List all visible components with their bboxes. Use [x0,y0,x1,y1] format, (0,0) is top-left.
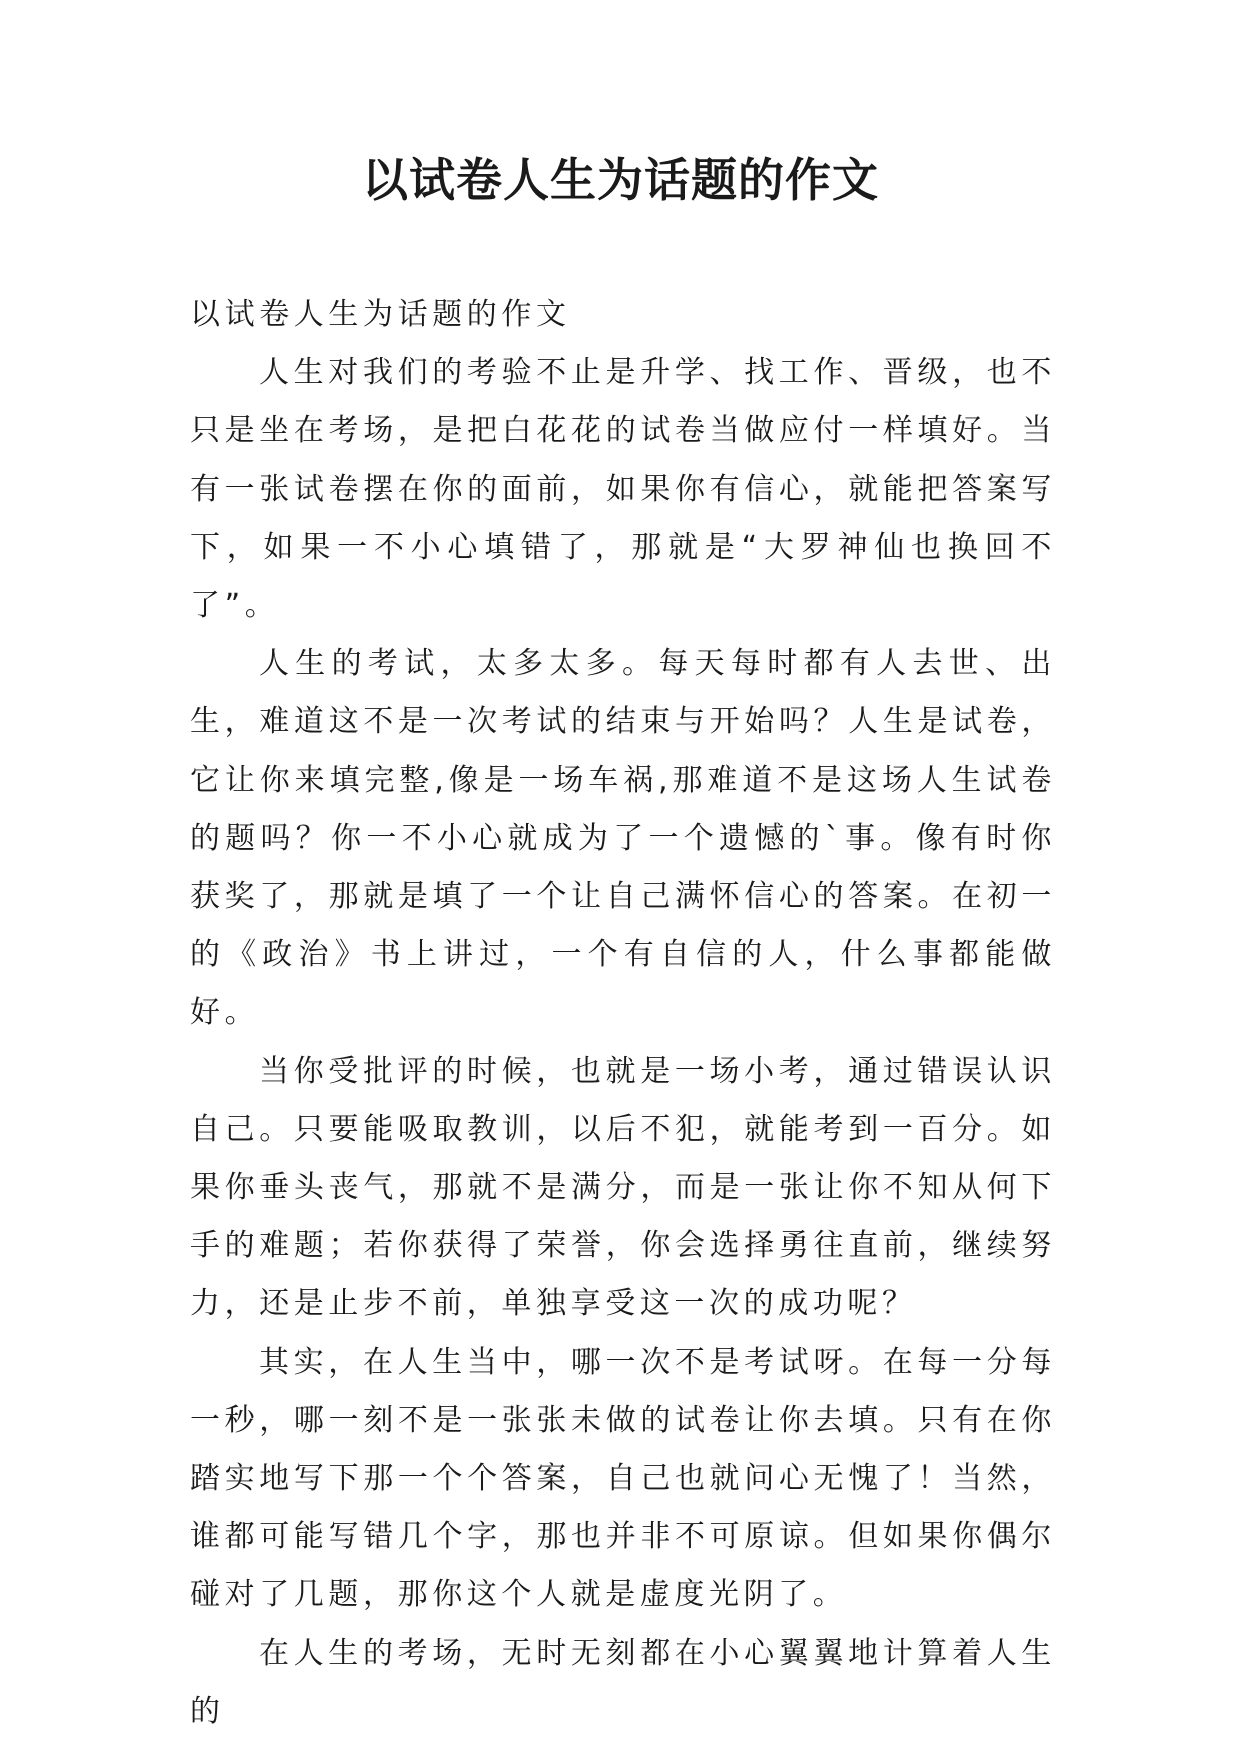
paragraph-5: 在人生的考场，无时无刻都在小心翼翼地计算着人生的 [190,1635,1056,1729]
document-subtitle: 以试卷人生为话题的作文 [190,297,571,332]
document-body [190,286,1056,1741]
document-title: 以试卷人生为话题的作文 [362,153,879,207]
paragraph-2: 人生的考试，太多太多。每天每时都有人去世、出生，难道这不是一次考试的结束与开始吗？人生是试卷，它让你来填完整,像是一场车祸,那难道不是这场人生试卷的题吗？你一不小心就成为了一个遗憾的`事。像有时你获奖了，那就是填了一个让自己满怀信心的答案。在初一的《政治》书上讲过，一个有自信的人，什么事都能做好。 [190,646,1056,1031]
paragraph-4: 其实，在人生当中，哪一次不是考试呀。在每一分每一秒，哪一刻不是一张张未做的试卷让你去填。只有在你踏实地写下那一个个答案，自己也就问心无愧了！当然，谁都可能写错几个字，那也并非不可原谅。但如果你偶尔碰对了几题，那你这个人就是虚度光阴了。 [190,1344,1056,1613]
paragraph-1: 人生对我们的考验不止是升学、找工作、晋级，也不只是坐在考场，是把白花花的试卷当做应付一样填好。当有一张试卷摆在你的面前，如果你有信心，就能把答案写下，如果一不小心填错了，那就是“大罗神仙也换回不了”。 [190,355,1056,624]
paragraph-3: 当你受批评的时候，也就是一场小考，通过错误认识自己。只要能吸取教训，以后不犯，就能考到一百分。如果你垂头丧气，那就不是满分，而是一张让你不知从何下手的难题；若你获得了荣誉，你会选择勇往直前，继续努力，还是止步不前，单独享受这一次的成功呢？ [190,1053,1056,1322]
